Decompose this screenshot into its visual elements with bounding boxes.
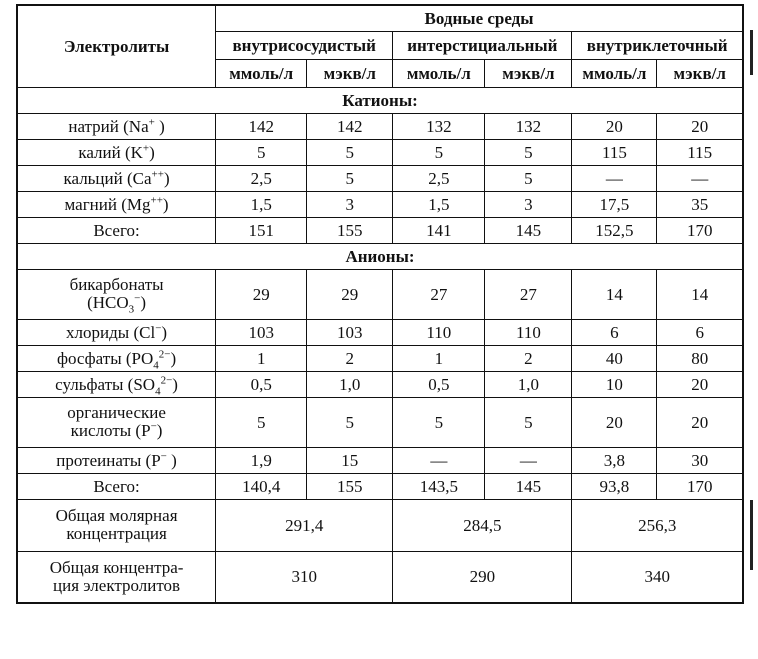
table-cell: 5 — [216, 397, 307, 447]
table-cell: 14 — [572, 269, 657, 319]
table-cell: 6 — [572, 319, 657, 345]
table-cell: 142 — [216, 113, 307, 139]
table-cell: 155 — [307, 473, 393, 499]
header-group: внутрисосудистый — [216, 31, 393, 59]
table-cell: — — [572, 165, 657, 191]
row-label: Всего: — [17, 217, 216, 243]
table-row — [17, 319, 743, 345]
table-cell: 20 — [657, 397, 743, 447]
table-cell: 3 — [307, 191, 393, 217]
table-cell: 5 — [307, 139, 393, 165]
table-cell: 170 — [657, 473, 743, 499]
table-cell: 1,9 — [216, 447, 307, 473]
table-cell: 1,5 — [216, 191, 307, 217]
table-cell: — — [657, 165, 743, 191]
row-label: натрий (Na+ ) — [17, 113, 216, 139]
table-row — [17, 191, 743, 217]
scan-edge-mark — [750, 500, 753, 570]
table-cell: 35 — [657, 191, 743, 217]
row-label: Общая молярная концентрация — [17, 499, 216, 551]
table-cell: 132 — [393, 113, 485, 139]
row-label: кальций (Ca++) — [17, 165, 216, 191]
table-cell: 0,5 — [216, 371, 307, 397]
header-group: внутриклеточный — [572, 31, 743, 59]
header-unit: мэкв/л — [657, 59, 743, 87]
table-cell: 29 — [307, 269, 393, 319]
row-label: протеинаты (P− ) — [17, 447, 216, 473]
table-cell: 132 — [485, 113, 572, 139]
table-cell: 151 — [216, 217, 307, 243]
table-row — [17, 345, 743, 371]
header-unit: ммоль/л — [393, 59, 485, 87]
header-unit: ммоль/л — [216, 59, 307, 87]
table-row — [17, 165, 743, 191]
row-label: бикарбонаты $(HCO_3^-)$ — [17, 269, 216, 319]
section-title: Анионы: — [17, 243, 743, 269]
table-row — [17, 139, 743, 165]
table-cell: 5 — [307, 397, 393, 447]
header-unit: ммоль/л — [572, 59, 657, 87]
table-row — [17, 447, 743, 473]
table-cell: 143,5 — [393, 473, 485, 499]
table-row — [17, 371, 743, 397]
header-media: Водные среды — [216, 5, 743, 31]
scan-edge-mark — [750, 30, 753, 75]
electrolytes-table — [16, 4, 744, 604]
table-cell: 5 — [393, 139, 485, 165]
table-row — [17, 397, 743, 447]
header-row-media — [17, 5, 743, 31]
table-cell: 30 — [657, 447, 743, 473]
table-cell: 142 — [307, 113, 393, 139]
table-cell: — — [393, 447, 485, 473]
row-label: калий (K+) — [17, 139, 216, 165]
table-cell: 27 — [485, 269, 572, 319]
table-cell: 2,5 — [393, 165, 485, 191]
table-cell: 1,0 — [307, 371, 393, 397]
table-cell: 2,5 — [216, 165, 307, 191]
table-cell: 27 — [393, 269, 485, 319]
summary-value: 284,5 — [393, 499, 572, 551]
table-cell: 5 — [485, 397, 572, 447]
table-cell: 115 — [572, 139, 657, 165]
table-cell: 1,5 — [393, 191, 485, 217]
row-label: фосфаты $(PO_4^{2-})$ — [17, 345, 216, 371]
row-label: Всего: — [17, 473, 216, 499]
summary-value: 291,4 — [216, 499, 393, 551]
table-cell: 20 — [657, 113, 743, 139]
table-cell: 110 — [393, 319, 485, 345]
table-cell: 80 — [657, 345, 743, 371]
section-cations — [17, 87, 743, 113]
summary-value: 340 — [572, 551, 743, 603]
table-cell: 93,8 — [572, 473, 657, 499]
table-cell: 17,5 — [572, 191, 657, 217]
table-cell: 1 — [393, 345, 485, 371]
table-cell: 5 — [485, 139, 572, 165]
table-cell: 5 — [307, 165, 393, 191]
table-cell: 155 — [307, 217, 393, 243]
table-cell: 2 — [485, 345, 572, 371]
row-label: сульфаты $(SO_4^{2-})$ — [17, 371, 216, 397]
table-cell: 40 — [572, 345, 657, 371]
table-cell: 15 — [307, 447, 393, 473]
table-row — [17, 113, 743, 139]
table-cell: 2 — [307, 345, 393, 371]
header-unit: мэкв/л — [307, 59, 393, 87]
table-cell: 20 — [572, 113, 657, 139]
table-cell: 5 — [393, 397, 485, 447]
table-cell: 5 — [216, 139, 307, 165]
table-cell: 170 — [657, 217, 743, 243]
total-row — [17, 217, 743, 243]
table-cell: 5 — [485, 165, 572, 191]
table-cell: 3,8 — [572, 447, 657, 473]
row-label: органические кислоты (P−) — [17, 397, 216, 447]
table-cell: 145 — [485, 473, 572, 499]
table-cell: 6 — [657, 319, 743, 345]
table-cell: 145 — [485, 217, 572, 243]
table-cell: 103 — [307, 319, 393, 345]
table-cell: 20 — [657, 371, 743, 397]
row-label: магний (Mg++) — [17, 191, 216, 217]
summary-value: 256,3 — [572, 499, 743, 551]
row-label: Общая концентра- ция электролитов — [17, 551, 216, 603]
table-cell: 141 — [393, 217, 485, 243]
section-anions — [17, 243, 743, 269]
summary-row — [17, 551, 743, 603]
row-label: хлориды (Cl−) — [17, 319, 216, 345]
table-cell: 152,5 — [572, 217, 657, 243]
table-cell: 0,5 — [393, 371, 485, 397]
summary-value: 290 — [393, 551, 572, 603]
section-title: Катионы: — [17, 87, 743, 113]
table-cell: 1,0 — [485, 371, 572, 397]
table-cell: 1 — [216, 345, 307, 371]
table-cell: 14 — [657, 269, 743, 319]
summary-row — [17, 499, 743, 551]
header-unit: мэкв/л — [485, 59, 572, 87]
table-cell: 10 — [572, 371, 657, 397]
table-row — [17, 269, 743, 319]
table-cell: 29 — [216, 269, 307, 319]
table-cell: 103 — [216, 319, 307, 345]
header-electrolytes: Электролиты — [17, 5, 216, 87]
total-row — [17, 473, 743, 499]
table-cell: 115 — [657, 139, 743, 165]
summary-value: 310 — [216, 551, 393, 603]
table-cell: 140,4 — [216, 473, 307, 499]
table-cell: 3 — [485, 191, 572, 217]
header-group: интерстициальный — [393, 31, 572, 59]
table-cell: 20 — [572, 397, 657, 447]
table-cell: — — [485, 447, 572, 473]
table-cell: 110 — [485, 319, 572, 345]
